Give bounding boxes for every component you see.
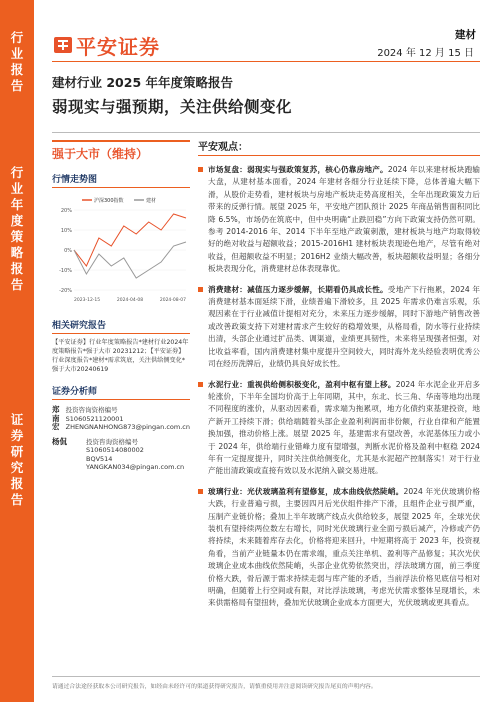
analyst-info-line: ZHENGNANHONG873@pingan.com.cn (65, 423, 190, 431)
company-logo (52, 30, 160, 60)
related-reports-text: 【平安证券】行业年度策略报告*建材行业2024年度策略报告*强于大市 20231212；【平安证券】行业深度报告*建材*需求筑底，关注供给侧变化*强于大市20240619 (52, 339, 189, 373)
sidebar-char: 报 (10, 261, 24, 276)
analyst-list (52, 406, 190, 472)
pingan-logo-icon (52, 34, 74, 56)
title-divider (52, 132, 480, 133)
x-tick-label: 2024-04-08 (116, 298, 144, 303)
sidebar-char: 业 (10, 46, 24, 61)
y-tick-label: 0% (64, 248, 72, 254)
viewpoint-text: 2024 年光伏玻璃价格大跌，行业普遍亏损，主要因四月后光伏组件排产下滑，且组件企业亏损严重，压制产业链价格；叠加上半年玻璃产线点火供给较多，展望 2025 年，全球光伏装机有望持续两位数左右增长，同时光伏玻璃行业全面亏损后减产，冷修或产仍将持续，未来随着库存去化，价格将迎来回升，中短期将高于 2023 年，投资视角看，当前产业链量本仍在需求端，重点关注单机、盈利等产品修复；其次光伏玻璃企业成本曲线依然陡峭，头部企业优势依然突出，浮法玻璃方面，前三季度价格大跌，骨后源于需求持续走弱与库产能的矛盾，当前浮法价格见底信号相对明确，但随着上行空间或有限，对比浮法玻璃，考虑光伏需求整体呈现增长，未来供需格局有望扭转，叠加光伏玻璃企业成本方面更大，光伏玻璃或更具看点。 (208, 486, 480, 608)
y-tick-label: -20% (59, 288, 72, 294)
trend-heading: 行情走势图 (52, 172, 190, 188)
rating-box (52, 140, 190, 162)
logo-text: 平安证券 (76, 34, 160, 59)
analyst-info-line: BQV514 (86, 454, 113, 463)
sidebar-char: 研 (10, 444, 24, 459)
analyst-info-line: 投资咨询资格编号 (65, 406, 118, 414)
y-tick-label: 10% (60, 228, 72, 234)
report-headline: 弱现实与强预期，关注供给侧变化 (52, 98, 293, 116)
industry-tag: 建材 (455, 29, 476, 41)
view-heading: 平安观点： (198, 138, 480, 156)
viewpoint-lead: 市场复盘：弱现实与强政策复苏，核心仍靠房地产。 (208, 165, 388, 174)
bullet-square-icon (198, 382, 203, 387)
sidebar-char: 报 (10, 476, 24, 491)
analyst-entry (52, 438, 190, 472)
viewpoint-item (198, 164, 480, 276)
viewpoint-item (198, 379, 480, 478)
sidebar-char: 究 (10, 460, 24, 475)
x-tick-label: 2024-08-07 (159, 298, 186, 303)
series-line (74, 242, 186, 278)
legend-label: 沪深300指数 (94, 198, 124, 204)
sidebar-char: 报 (10, 62, 24, 77)
report-date: 2024 年 12 月 15 日 (377, 48, 474, 59)
viewpoint-lead: 玻璃行业：光伏玻璃盈利有望修复，成本曲线依然陡峭。 (208, 486, 404, 496)
analyst-info-line: S1060521120001 (65, 414, 124, 423)
bullet-square-icon (198, 167, 203, 172)
sidebar (0, 0, 34, 702)
sidebar-label-securities-research (0, 412, 34, 508)
viewpoint-text: 2024 年以来建材板块跑输大盘，从建材基本面看，2024 年建材各细分行业延续下降，总体普遍大幅下滑，从股价走势看，建材板块与房地产板块走势高度相关，全年出现政策发力后带来的反弹行情。展望 2025 年，平安地产团队预计 2025 年商品销售面积同比降 6.5%，市场仍在筑底中，但中央明确“止跌回稳”方向下政策支持仍然可期。参考 2014-2016 年、2014 下半年至地产政策刺激，建材板块与地产均取得较好的绝对收益与超额收益；2015-2016H1 建材板块表现逊色地产，尽管有绝对收益，但超额收益不明显；2016H2 业绩大幅改善，板块超额收益明显；各细分板块表现分化，消费建材总体表现靠优。 (208, 165, 480, 274)
footer-disclaimer: 请通过合法途径获取本公司研究报告，如经由未经许可的渠道获得研究报告，请慎重使用并注意阅读研究报告尾页的声明内容。 (52, 676, 480, 690)
sidebar-char: 略 (10, 245, 24, 260)
header-divider (52, 61, 480, 62)
trend-chart-svg (52, 194, 190, 304)
analysts-heading: 证券分析师 (52, 384, 190, 400)
sidebar-char: 告 (10, 277, 24, 292)
sidebar-char: 年 (10, 197, 24, 212)
viewpoint-item (198, 284, 480, 371)
sidebar-char: 行 (10, 30, 24, 45)
report-title: 建材行业 2025 年年度策略报告 (52, 75, 233, 90)
related-heading: 相关研究报告 (52, 318, 190, 334)
sidebar-label-annual-strategy (0, 165, 34, 293)
sidebar-label-industry-report (0, 30, 34, 94)
sidebar-char: 券 (10, 428, 24, 443)
viewpoint-lead: 水泥行业：重视供给侧积极变化，盈利中枢有望上移。 (208, 379, 396, 389)
viewpoint-text: 受地产下行拖累，2024 年消费建材基本面延续下滑，业绩普遍下滑较多，且 2025 年需求仍难言乐观，乐观因素在于行业减值计提相对充分，未来压力逐步缓解，同时下游地产销售改善或改善政策支持下对建材需求产生较好的稳增效果，从格局看，防水等行业持续出清，头部企业通过扩品类、调渠道，业绩更具韧性，未来将呈现强者恒强，对比收益率看，国内消费建材集中度提升空间较大，同时海外龙头经验表明优秀公司在经历洗牌后，业绩仍具良好成长性。 (208, 284, 480, 369)
industry-rating: 强于大市（维持） (52, 147, 149, 161)
sidebar-char: 告 (10, 492, 24, 507)
analyst-info (86, 438, 184, 472)
x-tick-label: 2023-12-15 (74, 298, 101, 303)
analyst-entry (52, 406, 190, 432)
sidebar-char: 业 (10, 181, 24, 196)
viewpoint-item (198, 486, 480, 610)
sidebar-char: 度 (10, 213, 24, 228)
series-line (74, 214, 186, 266)
analyst-info-line: S1060514080002 (86, 446, 144, 454)
sidebar-char: 策 (10, 229, 24, 244)
legend-label: 建材 (146, 198, 157, 204)
analyst-info (66, 406, 190, 432)
trend-chart (52, 194, 190, 308)
y-tick-label: -10% (59, 268, 72, 274)
bullet-square-icon (198, 489, 203, 494)
sidebar-char: 行 (10, 165, 24, 180)
viewpoint-lead: 消费建材：减值压力逐步缓解，长期看仍具成长性。 (208, 284, 388, 294)
bullet-square-icon (198, 287, 203, 292)
y-tick-label: 20% (60, 208, 72, 214)
analyst-info-line: YANGKAN034@pingan.com.cn (86, 463, 185, 471)
analyst-name: 郑南宏 (52, 405, 60, 431)
viewpoint-text: 2024 年水泥企业开启多轮涨价，下半年全国均价高于上年同期，其中，东北、长三角、华南等地均出现不同程度的涨价，从驱动因素看，需求端为拖累项，地方化债约束基建投资，地产新开工持续下滑；供给端随着头部企业盈利利润而非份额，行业自律和产能置换加强，推动价格上涨。展望 2025 年，基建需求有望改善，水泥基体压力或小于 2024 年，供给端行业错峰力度有望增强，判断水泥价格及盈利中枢稳 2024 年有一定提度提升，同时关注供给侧变化，尤其是水泥超产控制落实！对于行业产能出清政策或直接有效以及水泥纳入碳交易进展。 (208, 379, 480, 476)
viewpoint-list (198, 164, 480, 610)
sidebar-char: 证 (10, 412, 24, 427)
analyst-info-line: 投资咨询资格编号 (86, 437, 138, 446)
right-column (198, 138, 480, 610)
sidebar-char: 告 (10, 78, 24, 93)
left-column (52, 140, 190, 472)
analyst-name: 杨侃 (52, 436, 67, 446)
